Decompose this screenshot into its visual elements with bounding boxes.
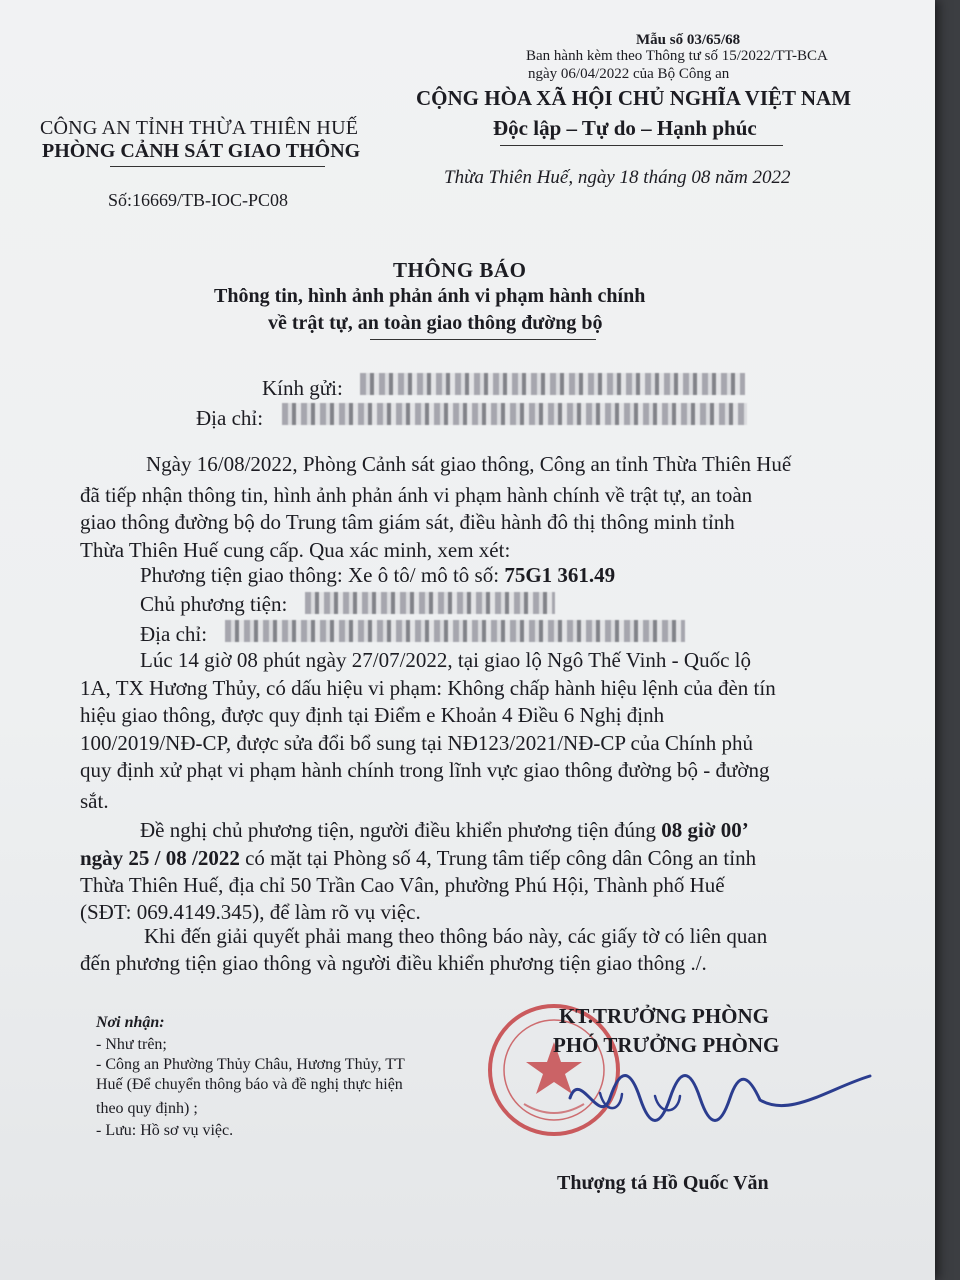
body-paragraph-2-line6: sắt. (80, 789, 109, 813)
recipients-item-3: - Lưu: Hồ sơ vụ việc. (96, 1122, 234, 1139)
body-paragraph-1-line2: đã tiếp nhận thông tin, hình ảnh phản ánh vi phạm hành chính về trật tự, an toàn (80, 483, 753, 507)
issuance-note-line2: ngày 06/04/2022 của Bộ Công an (528, 66, 730, 82)
vehicle-plate: 75G1 361.49 (504, 563, 616, 587)
body-paragraph-2-line2: 1A, TX Hương Thủy, có dấu hiệu vi phạm: Không chấp hành hiệu lệnh của đèn tín (80, 676, 776, 700)
body-paragraph-3-line1 (140, 818, 749, 843)
appointment-request: Đề nghị chủ phương tiện, người điều khiển phương tiện đúng (140, 818, 662, 842)
motto-underline (500, 145, 783, 146)
redacted-owner-name (305, 592, 555, 614)
appointment-time: 08 giờ 00’ (661, 818, 749, 842)
body-paragraph-3-line3: Thừa Thiên Huế, địa chỉ 50 Trần Cao Vân, phường Phú Hội, Thành phố Huế (80, 873, 725, 897)
document-subtitle-line1: Thông tin, hình ảnh phản ánh vi phạm hành chính (214, 285, 646, 307)
subtitle-underline (370, 339, 596, 340)
recipients-item-2: - Công an Phường Thủy Châu, Hương Thủy, TT (96, 1056, 405, 1073)
body-paragraph-4-line1: Khi đến giải quyết phải mang theo thông báo này, các giấy tờ có liên quan (144, 924, 768, 948)
body-paragraph-4-line2: đến phương tiện giao thông và người điều khiển phương tiện giao thông ./. (80, 951, 707, 975)
redacted-recipient-address (282, 403, 747, 425)
department-underline (110, 166, 325, 167)
appointment-location: có mặt tại Phòng số 4, Trung tâm tiếp công dân Công an tỉnh (239, 846, 757, 870)
document-number: Số:16669/TB-IOC-PC08 (108, 190, 289, 210)
recipients-item-2-cont2: theo quy định) ; (96, 1100, 198, 1117)
recipients-title: Nơi nhận: (96, 1014, 165, 1031)
signature-title-line1: KT.TRƯỞNG PHÒNG (559, 1004, 769, 1028)
redacted-owner-address (225, 620, 685, 642)
document-subtitle-line2: về trật tự, an toàn giao thông đường bộ (268, 312, 603, 334)
recipients-item-2-cont: Huế (Để chuyển thông báo và đề nghị thực hiện (96, 1076, 403, 1093)
agency-name: CÔNG AN TỈNH THỪA THIÊN HUẾ (40, 117, 359, 139)
owner-address-label: Địa chỉ: (140, 622, 208, 646)
body-paragraph-2-line4: 100/2019/NĐ-CP, được sửa đổi bổ sung tại NĐ123/2021/NĐ-CP của Chính phủ (80, 731, 753, 755)
body-paragraph-1-line1: Ngày 16/08/2022, Phòng Cảnh sát giao thông, Công an tỉnh Thừa Thiên Huế (146, 452, 792, 476)
body-paragraph-3-line2 (80, 846, 756, 871)
signer-name: Thượng tá Hồ Quốc Văn (557, 1172, 769, 1194)
address-label: Địa chỉ: (196, 406, 264, 430)
body-paragraph-2-line1: Lúc 14 giờ 08 phút ngày 27/07/2022, tại giao lộ Ngô Thế Vinh - Quốc lộ (140, 648, 751, 672)
appointment-date: ngày 25 / 08 /2022 (80, 846, 240, 870)
body-paragraph-2-line5: quy định xử phạt vi phạm hành chính trong lĩnh vực giao thông đường bộ - đường (80, 758, 770, 782)
owner-label: Chủ phương tiện: (140, 592, 288, 616)
national-title: CỘNG HÒA XÃ HỘI CHỦ NGHĨA VIỆT NAM (416, 86, 852, 110)
vehicle-line (140, 563, 615, 588)
redacted-recipient-name (360, 373, 745, 395)
national-motto: Độc lập – Tự do – Hạnh phúc (493, 116, 757, 140)
vehicle-label: Phương tiện giao thông: Xe ô tô/ mô tô số: (140, 563, 505, 587)
handwritten-signature-icon (560, 1058, 880, 1138)
dateline: Thừa Thiên Huế, ngày 18 tháng 08 năm 2022 (444, 167, 791, 188)
body-paragraph-3-line4: (SĐT: 069.4149.345), để làm rõ vụ việc. (80, 900, 421, 924)
body-paragraph-1-line3: giao thông đường bộ do Trung tâm giám sát, điều hành đô thị thông minh tỉnh (80, 510, 735, 534)
form-number: Mẫu số 03/65/68 (636, 32, 741, 48)
department-name: PHÒNG CẢNH SÁT GIAO THÔNG (42, 140, 361, 162)
signature-title-line2: PHÓ TRƯỞNG PHÒNG (553, 1033, 780, 1057)
document-title: THÔNG BÁO (393, 258, 527, 282)
issuance-note-line1: Ban hành kèm theo Thông tư số 15/2022/TT-BCA (526, 48, 828, 64)
recipient-label: Kính gửi: (262, 376, 343, 400)
recipients-item-1: - Như trên; (96, 1036, 167, 1053)
body-paragraph-2-line3: hiệu giao thông, được quy định tại Điểm e Khoản 4 Điều 6 Nghị định (80, 703, 665, 727)
body-paragraph-1-line4: Thừa Thiên Huế cung cấp. Qua xác minh, xem xét: (80, 538, 511, 562)
